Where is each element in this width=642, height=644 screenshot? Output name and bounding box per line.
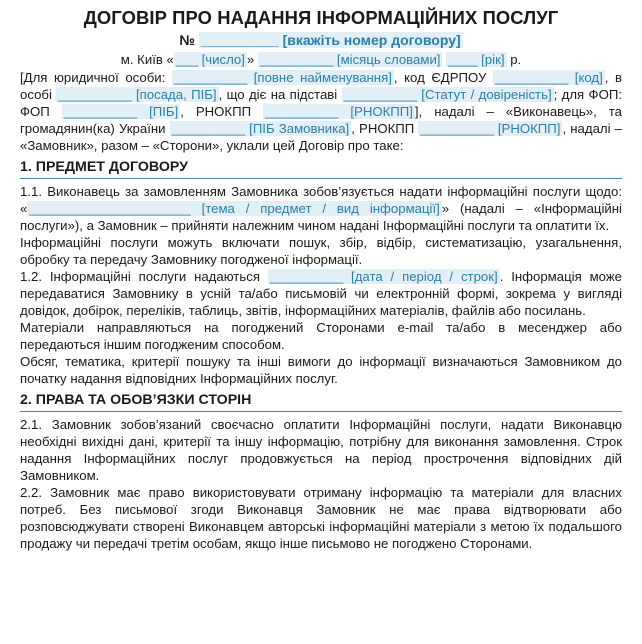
text-run: , в особі — [20, 70, 622, 102]
clause-paragraph — [20, 319, 622, 353]
date-mid: » — [246, 52, 258, 67]
sections-container — [20, 159, 622, 552]
placeholder-field: __________ [РНОКПП] — [265, 104, 413, 119]
placeholder-field: __________ [Статут / довіреність] — [343, 87, 552, 102]
placeholder-field: __________ [ПІБ] — [63, 104, 179, 119]
month-field: __________ [місяць словами] — [259, 52, 441, 67]
number-sign: № — [179, 32, 195, 48]
text-run: 2.2. Замовник має право використовувати отриману інформацію та матеріали для власних потреб. Без письмової згоди Виконавця Замовник не має права відтворювати або розповсюджувати створені Виконавцем авторські інформаційні матеріали з метою їх подальшого продажу чи передачі третім особам, якщо інше письмово не погоджено Сторонами. — [20, 485, 622, 551]
text-run: ], надалі – «Виконавець», та громадянин(ка) України — [20, 104, 622, 136]
placeholder-field: __________ [повне найменування] — [173, 70, 392, 85]
placeholder-field: __________ [РНОКПП] — [420, 121, 561, 136]
text-run: , РНОКПП — [180, 104, 264, 119]
placeholder-field: ______________________ [тема / предмет / вид інформації] — [29, 201, 440, 216]
text-run: Інформаційні послуги можуть включати пошук, збір, відбір, систематизацію, узагальнення, обробку та передачу Замовнику погодженої інформації. — [20, 235, 622, 267]
clause-paragraph — [20, 416, 622, 484]
clause-paragraph — [20, 183, 622, 234]
clause-paragraph — [20, 268, 622, 319]
date-suffix: р. — [506, 52, 522, 67]
year-field: ____ [рік] — [448, 52, 505, 67]
placeholder-field: __________ [посада, ПІБ] — [58, 87, 217, 102]
text-run: 1.2. Інформаційні послуги надаються — [20, 269, 268, 284]
contract-number-field: __________ [вкажіть номер договору] — [200, 32, 461, 48]
city-prefix: м. Київ « — [120, 52, 174, 67]
section-heading: 2. ПРАВА ТА ОБОВ’ЯЗКИ СТОРІН — [20, 392, 622, 412]
clause-paragraph — [20, 234, 622, 268]
text-run: . Інформація може передаватися Замовнику в усній та/або письмовій чи електронній формі, зокрема у вигляді довідок, добірок, переліків, таблиць, звітів, інформаційних матеріалів, файлів або посилань. — [20, 269, 622, 318]
text-run: 1.1. Виконавець за замовленням Замовника зобов’язується надати інформаційні послуги щодо: « — [20, 184, 622, 216]
intro-paragraph — [20, 69, 622, 154]
text-run: [Для юридичної особи: — [20, 70, 172, 85]
text-run: , РНОКПП — [351, 121, 419, 136]
contract-number-line — [20, 31, 622, 49]
text-run: 2.1. Замовник зобов’язаний своєчасно оплатити Інформаційні послуги, надати Виконавцю необхідні вихідні дані, критерії та іншу інформацію, потрібну для виконання замовлення. Строк надання Інформаційних послуг продовжується на період прострочення відповідних дій Замовником. — [20, 417, 622, 483]
document-title: ДОГОВІР ПРО НАДАННЯ ІНФОРМАЦІЙНИХ ПОСЛУГ — [83, 7, 559, 28]
city-date-line — [20, 51, 622, 68]
text-run: , код ЄДРПОУ — [393, 70, 493, 85]
clause-paragraph — [20, 484, 622, 552]
placeholder-field: __________ [код] — [494, 70, 603, 85]
placeholder-field: __________ [ПІБ Замовника] — [171, 121, 350, 136]
section-heading: 1. ПРЕДМЕТ ДОГОВОРУ — [20, 159, 622, 179]
text-run: Матеріали направляються на погоджений Сторонами e-mail та/або в месенджер або передаються іншим погодженим способом. — [20, 320, 622, 352]
placeholder-field: __________ [дата / період / строк] — [269, 269, 498, 284]
text-run: ; для ФОП: ФОП — [20, 87, 622, 119]
text-run: Обсяг, тематика, критерії пошуку та інші вимоги до інформації визначаються Замовником до початку надання відповідних Інформаційних послуг. — [20, 354, 622, 386]
text-run: , що діє на підставі — [218, 87, 342, 102]
text-run: , надалі – «Замовник», разом – «Сторони», уклали цей Договір про таке: — [20, 121, 623, 153]
day-field: ___ [число] — [175, 52, 245, 67]
text-run: » (надалі – «Інформаційні послуги»), а Замовник – прийняти належним чином надані Інформаційні послуги та оплатити їх. — [20, 201, 622, 233]
clause-paragraph — [20, 353, 622, 387]
